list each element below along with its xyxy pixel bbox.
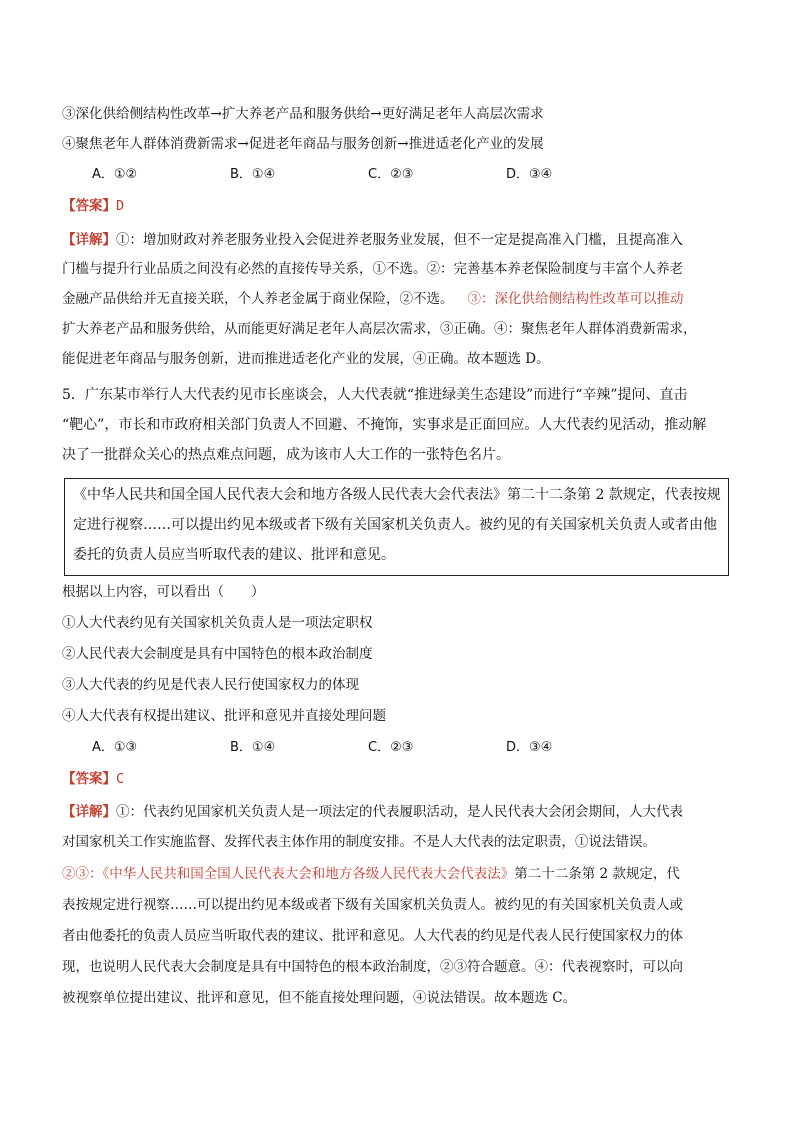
q5-option-c: C．②③ [368, 740, 414, 755]
q4-detail-label: 【详解】 [62, 232, 116, 248]
q5-detail-line-2: 对国家机关工作实施监督、发挥代表主体作用的制度安排。不是人大代表的法定职责，①说法错误。 [62, 834, 656, 850]
q5-detail-line-4: 表按规定进行视察……可以提出约见本级或者下级有关国家机关负责人。被约见的有关国家机关负责人或 [62, 897, 683, 913]
q5-box-line-2: 定进行视察……可以提出约见本级或者下级有关国家机关负责人。被约见的有关国家机关负责人或者由他 [73, 517, 717, 533]
q5-options [92, 737, 644, 758]
q4-options [92, 164, 644, 185]
q5-box-line-1: 《中华人民共和国全国人民代表大会和地方各级人民代表大会代表法》第二十二条第 2 款规定，代表按规 [73, 487, 721, 503]
q5-option-d: D．③④ [506, 740, 553, 755]
q5-answer-value: C [116, 771, 125, 787]
q5-item-2: ②人民代表大会制度是具有中国特色的根本政治制度 [62, 646, 373, 662]
q5-stem-line-2: “靶心”，市长和市政府相关部门负责人不回避、不掩饰，实事求是正面回应。人大代表约见活动，推动解 [62, 417, 707, 433]
q5-detail-line-5: 者由他委托的负责人员应当听取代表的建议、批评和意见。人大代表的约见是代表人民行使国家权力的体 [62, 928, 683, 944]
q5-stem-line-3: 决了一批群众关心的热点难点问题，成为该市人大工作的一张特色名片。 [62, 447, 510, 463]
q5-detail-line-3: ②③：《中华人民共和国全国人民代表大会和地方各级人民代表大会代表法》第二十二条第 2 款规定，代 [62, 866, 680, 882]
q5-detail-line-1: 【详解】①：代表约见国家机关负责人是一项法定的代表履职活动，是人民代表大会闭会期间，人大代表 [62, 804, 683, 820]
q4-detail-line-2: 门槛与提升行业品质之间没有必然的直接传导关系，①不选。②：完善基本养老保险制度与丰富个人养老 [62, 261, 683, 277]
q5-box-line-3: 委托的负责人员应当听取代表的建议、批评和意见。 [73, 547, 395, 563]
q5-answer-label: 【答案】 [62, 771, 116, 787]
q4-option-c: C．②③ [368, 167, 414, 182]
q5-item-1: ①人大代表约见有关国家机关负责人是一项法定职权 [62, 615, 373, 631]
q5-answer [62, 769, 124, 789]
q5-item-4: ④人大代表有权提出建议、批评和意见并直接处理问题 [62, 708, 386, 724]
q4-option-b: B．①④ [230, 167, 276, 182]
q4-answer-value: D [116, 198, 125, 214]
q5-item-3: ③人大代表的约见是代表人民行使国家权力的体现 [62, 677, 359, 693]
q5-option-b: B．①④ [230, 740, 276, 755]
q5-law-excerpt-box [64, 478, 729, 576]
q4-detail-line-3: 金融产品供给并无直接关联，个人养老金属于商业保险，②不选。 ③：深化供给侧结构性改革可以推动 [62, 291, 684, 307]
q4-answer [62, 196, 124, 216]
q4-option-d: D．③④ [506, 167, 553, 182]
q5-option-a: A．①③ [92, 740, 138, 755]
q5-stem-line-1: 5．广东某市举行人大代表约见市长座谈会，人大代表就“推进绿美生态建设”而进行“辛辣”提问、直击 [62, 387, 688, 403]
q4-detail-line-1: 【详解】①：增加财政对养老服务业投入会促进养老服务业发展，但不一定是提高准入门槛，且提高准入 [62, 232, 683, 248]
q4-item-3: ③深化供给侧结构性改革→扩大养老产品和服务供给→更好满足老年人高层次需求 [62, 106, 544, 122]
q4-answer-label: 【答案】 [62, 198, 116, 214]
q5-detail-label: 【详解】 [62, 804, 116, 820]
q4-option-a: A．①② [92, 167, 138, 182]
q4-detail-line-5: 能促进老年商品与服务创新，进而推进适老化产业的发展，④正确。故本题选 D。 [62, 351, 550, 367]
q5-detail-line-6: 现，也说明人民代表大会制度是具有中国特色的根本政治制度，②③符合题意。④：代表视察时，可以向 [62, 959, 683, 975]
q5-detail-line-7: 被视察单位提出建议、批评和意见，但不能直接处理问题，④说法错误。故本题选 C。 [62, 990, 577, 1006]
q5-prompt: 根据以上内容，可以看出（ ） [62, 584, 265, 600]
q4-item-4: ④聚焦老年人群体消费新需求→促进老年商品与服务创新→推进适老化产业的发展 [62, 136, 544, 152]
q4-detail-line-4: 扩大养老产品和服务供给，从而能更好满足老年人高层次需求，③正确。④：聚焦老年人群体消费新需求， [62, 321, 697, 337]
